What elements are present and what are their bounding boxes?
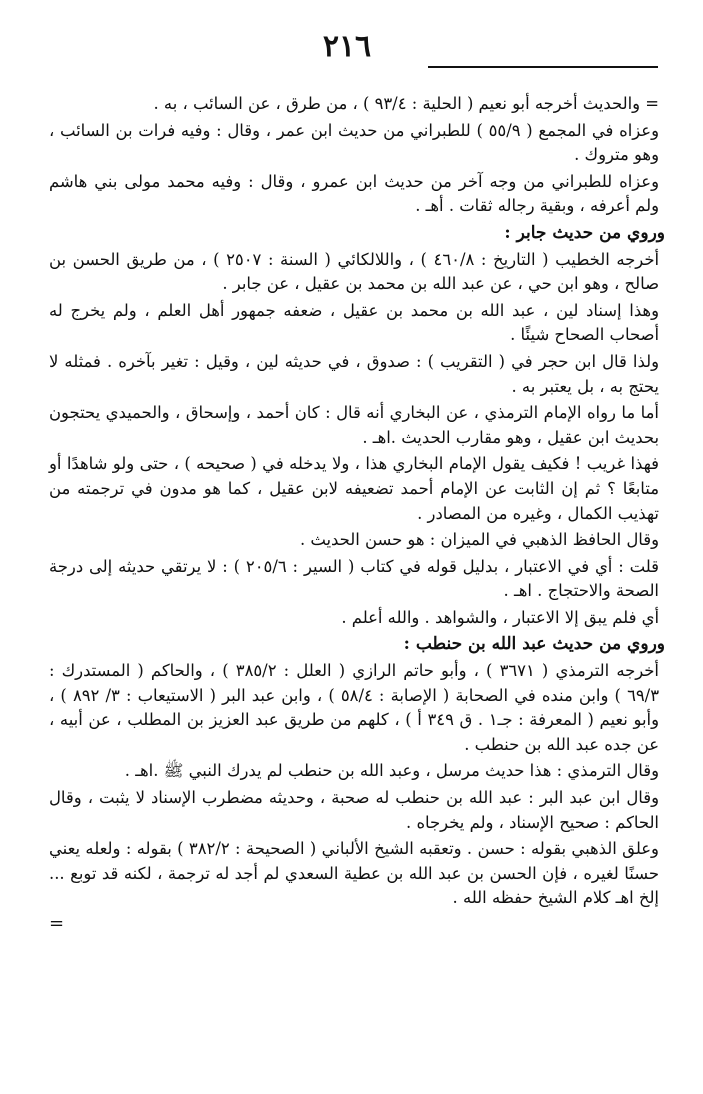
body-paragraph: وعلق الذهبي بقوله : حسن . وتعقبه الشيخ الألباني ( الصحيحة : ٣٨٢/٢ ) بقوله : ولعله يعني حسنًا لغيره ، فإن الحسن بن عبد الله بن عطية السعدي لم أجد له ترجمة ، لكنه قد توبع ... إلخ اهـ كلام الشيخ حفظه الله .: [49, 839, 659, 908]
page-number: ٢١٦: [322, 29, 372, 64]
body-paragraph: أما ما رواه الإمام الترمذي ، عن البخاري أنه قال : كان أحمد ، وإسحاق ، والحميدي يحتجون بحديث ابن عقيل ، وهو مقارب الحديث .اهـ .: [49, 403, 659, 447]
body-paragraph: وقال الحافظ الذهبي في الميزان : هو حسن الحديث .: [299, 530, 659, 550]
header-rule: [428, 66, 658, 68]
body-paragraph: أخرجه الترمذي ( ٣٦٧١ ) ، وأبو حاتم الرازي ( العلل : ٣٨٥/٢ ) ، والحاكم ( المستدرك : ٦٩/٣ ) وابن منده في الصحابة ( الإصابة : ٥٨/٤ ) ، وابن عبد البر ( الاستيعاب : ٣/ ٨٩٢ ) ، وأبو نعيم ( المعرفة : جـ١ . ق ٣٤٩ أ ) ، كلهم من طريق عبد العزيز بن المطلب ، عن أبيه ، عن جده عبد الله بن حنطب .: [49, 661, 659, 754]
body-paragraph: قلت : أي في الاعتبار ، بدليل قوله في كتاب ( السير : ٢٠٥/٦ ) : لا يرتقي حديثه إلى درجة الصحة والاحتجاج . اهـ .: [49, 556, 659, 601]
page-body: [49, 92, 665, 935]
body-paragraph: أي فلم يبق إلا الاعتبار ، والشواهد . والله أعلم .: [341, 607, 659, 627]
body-paragraph: وعزاه في المجمع ( ٥٥/٩ ) للطبراني من حديث ابن عمر ، وقال : وفيه فرات بن السائب ، وهو متروك .: [49, 120, 659, 165]
body-paragraph: ولذا قال ابن حجر في ( التقريب ) : صدوق ، في حديثه لين ، وقيل : تغير بآخره . فمثله لا يحتج به ، بل يعتبر به .: [49, 351, 659, 396]
body-paragraph: فهذا غريب ! فكيف يقول الإمام البخاري هذا ، ولا يدخله في ( صحيحه ) ، حتى ولو شاهدًا أو متابعًا ؟ ثم إن الثابت عن الإمام أحمد تضعيفه لابن عقيل ، كما هو مدون في ترجمته من تهذيب الكمال ، وغيره من المصادر .: [49, 454, 659, 523]
page-header: [0, 28, 703, 76]
body-paragraph: أخرجه الخطيب ( التاريخ : ٤٦٠/٨ ) ، واللالكائي ( السنة : ٢٥٠٧ ) ، من طريق الحسن بن صالح ، وهو ابن حي ، عن عبد الله بن محمد بن عقيل ، عن جابر .: [49, 249, 660, 294]
body-paragraph: وهذا إسناد لين ، عبد الله بن محمد بن عقيل ، ضعفه جمهور أهل العلم ، ولم يخرج له أصحاب الصحاح شيئًا .: [49, 300, 659, 345]
continuation-mark: =: [49, 913, 65, 934]
section-heading: وروي من حديث عبد الله بن حنطب :: [403, 634, 665, 655]
body-paragraph: = والحديث أخرجه أبو نعيم ( الحلية : ٩٣/٤ ) ، من طرق ، عن السائب ، به .: [153, 94, 659, 113]
body-paragraph: وقال ابن عبد البر : عبد الله بن حنطب له صحبة ، وحديثه مضطرب الإسناد لا يثبت ، وقال الحاكم : صحيح الإسناد ، ولم يخرجاه .: [49, 788, 659, 832]
body-paragraph: وقال الترمذي : هذا حديث مرسل ، وعبد الله بن حنطب لم يدرك النبي ﷺ .اهـ .: [124, 761, 659, 781]
body-paragraph: وعزاه للطبراني من وجه آخر من حديث ابن عمرو ، وقال : وفيه محمد مولى بني هاشم ولم أعرفه ، وبقية رجاله ثقات . أهـ .: [49, 171, 659, 216]
section-heading: وروي من حديث جابر :: [504, 222, 665, 243]
